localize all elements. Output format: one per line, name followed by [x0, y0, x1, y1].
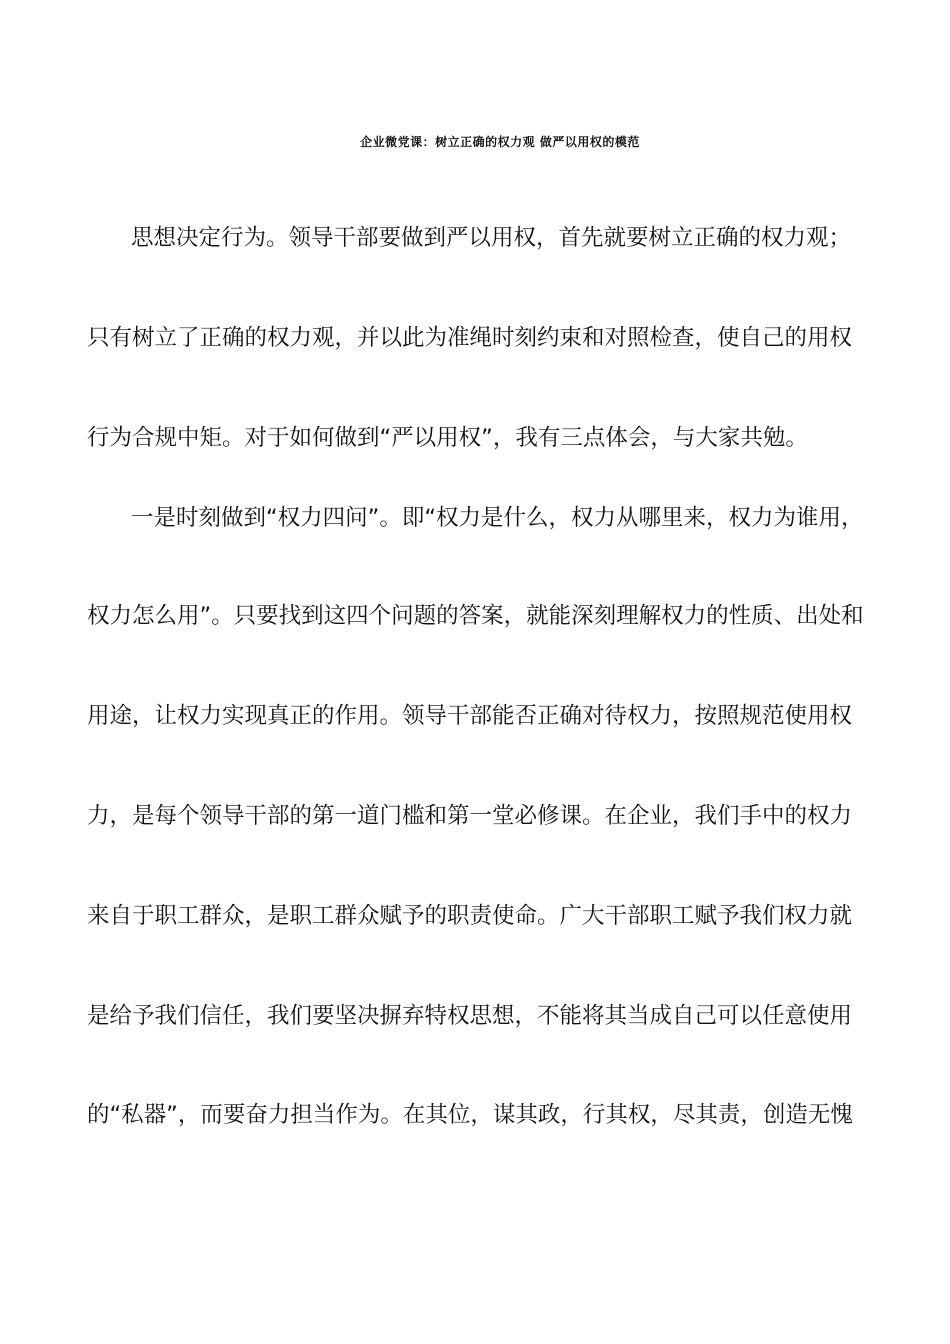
paragraph-1-line-1: 思想决定行为。领导干部要做到严以用权，首先就要树立正确的权力观；: [131, 225, 852, 251]
paragraph-2-line-1: 一是时刻做到“权力四问”。即“权力是什么，权力从哪里来，权力为谁用，: [131, 505, 864, 531]
document-title: 企业微党课：树立正确的权力观 做严以用权的模范: [360, 135, 640, 149]
paragraph-2-line-5: 来自于职工群众，是职工群众赋予的职责使命。广大干部职工赋予我们权力就: [87, 903, 853, 929]
paragraph-2-line-4: 力，是每个领导干部的第一道门槛和第一堂必修课。在企业，我们手中的权力: [87, 803, 853, 829]
paragraph-2-line-3: 用途，让权力实现真正的作用。领导干部能否正确对待权力，按照规范使用权: [87, 703, 853, 729]
paragraph-2-line-7: 的“私器”，而要奋力担当作为。在其位，谋其政，行其权，尽其责，创造无愧: [87, 1102, 853, 1128]
paragraph-1-line-3: 行为合规中矩。对于如何做到“严以用权”，我有三点体会，与大家共勉。: [87, 425, 808, 451]
paragraph-1-line-2: 只有树立了正确的权力观，并以此为准绳时刻约束和对照检查，使自己的用权: [87, 325, 853, 351]
paragraph-2-line-2: 权力怎么用”。只要找到这四个问题的答案，就能深刻理解权力的性质、出处和: [87, 603, 864, 629]
paragraph-2-line-6: 是给予我们信任，我们要坚决摒弃特权思想，不能将其当成自己可以任意使用: [87, 1003, 853, 1029]
